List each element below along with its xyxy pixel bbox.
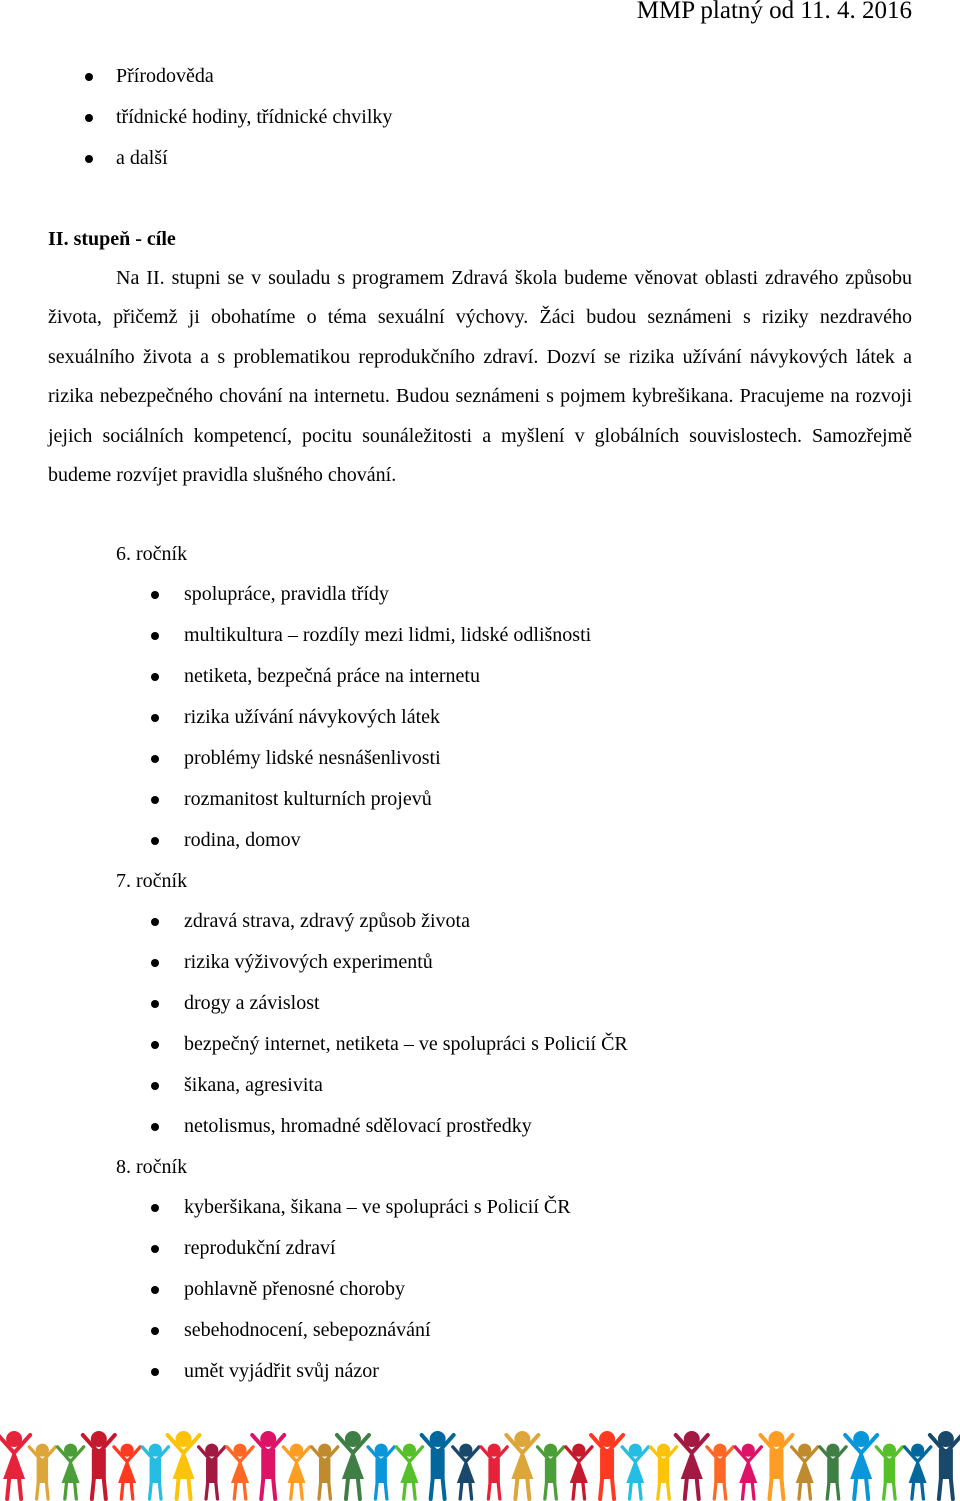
- child-figure-icon: [283, 1444, 309, 1499]
- child-figure-icon: [707, 1444, 733, 1499]
- list-item-text: problémy lidské nesnášenlivosti: [184, 747, 441, 769]
- child-figure-icon: [481, 1444, 507, 1499]
- list-item: [0, 138, 392, 179]
- list-item: [0, 1269, 571, 1310]
- bullet-icon: [151, 1327, 159, 1335]
- bullet-icon: [85, 114, 93, 122]
- child-figure-icon: [337, 1431, 369, 1499]
- list-item: [0, 1106, 628, 1147]
- list-item: [0, 56, 392, 97]
- child-figure-icon: [676, 1431, 708, 1499]
- child-figure-icon: [168, 1431, 200, 1499]
- child-figure-icon: [252, 1431, 284, 1499]
- list-item-text: šikana, agresivita: [184, 1074, 323, 1096]
- child-figure-icon: [905, 1444, 931, 1499]
- bullet-icon: [151, 1368, 159, 1376]
- list-item-text: pohlavně přenosné choroby: [184, 1278, 406, 1300]
- bullet-icon: [151, 755, 159, 763]
- bullet-icon: [151, 1204, 159, 1212]
- list-item: [0, 615, 591, 656]
- list-item: [0, 1187, 571, 1228]
- section-title: II. stupeň - cíle: [48, 228, 176, 250]
- child-figure-icon: [0, 1431, 30, 1499]
- list-item: [0, 1351, 571, 1392]
- list-item-text: a další: [116, 147, 168, 169]
- list-item: [0, 1310, 571, 1351]
- child-figure-icon: [760, 1431, 792, 1499]
- bullet-icon: [151, 918, 159, 926]
- bullet-icon: [151, 632, 159, 640]
- child-figure-icon: [506, 1431, 538, 1499]
- list-item-text: umět vyjádřit svůj názor: [184, 1360, 379, 1382]
- bullet-icon: [151, 1082, 159, 1090]
- bullet-icon: [151, 1000, 159, 1008]
- list-item-text: rizika výživových experimentů: [184, 951, 433, 973]
- child-figure-icon: [591, 1431, 623, 1499]
- list-item-text: kyberšikana, šikana – ve spolupráci s Policií ČR: [184, 1196, 571, 1218]
- child-figure-icon: [83, 1431, 115, 1499]
- child-figure-icon: [792, 1444, 818, 1499]
- list-item-text: rizika užívání návykových látek: [184, 706, 441, 728]
- child-figure-icon: [57, 1444, 83, 1499]
- grade-8-list: [0, 1187, 571, 1392]
- list-item-text: bezpečný internet, netiketa – ve spolupráci s Policií ČR: [184, 1033, 628, 1055]
- list-item-text: spolupráce, pravidla třídy: [184, 583, 389, 605]
- grade-8-heading: 8. ročník: [116, 1156, 188, 1178]
- bullet-icon: [151, 1123, 159, 1131]
- bullet-icon: [151, 591, 159, 599]
- child-figure-icon: [312, 1444, 338, 1499]
- child-figure-icon: [227, 1444, 253, 1499]
- child-figure-icon: [537, 1444, 563, 1499]
- child-figure-icon: [622, 1444, 648, 1499]
- child-figure-icon: [735, 1444, 761, 1499]
- child-figure-icon: [368, 1444, 394, 1499]
- grade-6-list: [0, 574, 591, 861]
- bullet-icon: [151, 837, 159, 845]
- child-figure-icon: [396, 1444, 422, 1499]
- bullet-icon: [85, 155, 93, 163]
- grade-6-heading: 6. ročník: [116, 543, 188, 565]
- bullet-icon: [151, 1286, 159, 1294]
- grade-7-heading: 7. ročník: [116, 870, 188, 892]
- list-item-text: Přírodověda: [116, 65, 214, 87]
- list-item-text: zdravá strava, zdravý způsob života: [184, 910, 470, 932]
- list-item: [0, 1228, 571, 1269]
- child-figure-icon: [142, 1444, 168, 1499]
- child-figure-icon: [566, 1444, 592, 1499]
- children-figures-banner: [0, 1416, 960, 1501]
- list-item-text: drogy a závislost: [184, 992, 320, 1014]
- bullet-icon: [151, 1245, 159, 1253]
- list-item-text: reprodukční zdraví: [184, 1237, 336, 1259]
- list-item-text: multikultura – rozdíly mezi lidmi, lidské odlišnosti: [184, 624, 592, 646]
- list-item: [0, 697, 591, 738]
- list-item-text: třídnické hodiny, třídnické chvilky: [116, 106, 393, 128]
- list-item: [0, 983, 628, 1024]
- bullet-icon: [85, 73, 93, 81]
- section-paragraph: Na II. stupni se v souladu s programem Zdravá škola budeme věnovat oblasti zdravého způsobu života, přičemž ji obohatíme o téma sexuální výchovy. Žáci budou seznámeni s riziky nezdravého sexuálního života a s problematikou reprodukčního zdraví. Dozví se rizika užívání návykových látek a rizika nebezpečného chování na internetu. Budou seznámeni s pojmem kybrešikana. Pracujeme na rozvoji jejich sociálních kompetencí, pocitu sounáležitosti a myšlení v globálních souvislostech. Samozřejmě budeme rozvíjet pravidla slušného chování.: [48, 267, 912, 487]
- child-figure-icon: [876, 1444, 902, 1499]
- child-figure-icon: [199, 1444, 225, 1499]
- list-item: [0, 574, 591, 615]
- grade-7-list: [0, 901, 628, 1147]
- list-item: [0, 779, 591, 820]
- list-item: [0, 97, 392, 138]
- list-item: [0, 820, 591, 861]
- list-item-text: rodina, domov: [184, 829, 301, 851]
- child-figure-icon: [453, 1444, 479, 1499]
- child-figure-icon: [930, 1431, 960, 1499]
- bullet-icon: [151, 673, 159, 681]
- list-item-text: sebehodnocení, sebepoznávání: [184, 1319, 431, 1341]
- child-figure-icon: [650, 1444, 676, 1499]
- child-figure-icon: [114, 1444, 140, 1499]
- child-figure-icon: [845, 1431, 877, 1499]
- list-item: [0, 901, 628, 942]
- list-item-text: netiketa, bezpečná práce na internetu: [184, 665, 480, 687]
- bullet-icon: [151, 1041, 159, 1049]
- child-figure-icon: [422, 1431, 454, 1499]
- list-item: [0, 942, 628, 983]
- bullet-icon: [151, 714, 159, 722]
- list-item: [0, 738, 591, 779]
- list-item: [0, 656, 591, 697]
- bullet-icon: [151, 796, 159, 804]
- child-figure-icon: [820, 1444, 846, 1499]
- child-figure-icon: [29, 1444, 55, 1499]
- bullet-icon: [151, 959, 159, 967]
- list-item: [0, 1024, 628, 1065]
- list-item-text: netolismus, hromadné sdělovací prostředky: [184, 1115, 532, 1137]
- list-item: [0, 1065, 628, 1106]
- page-header: MMP platný od 11. 4. 2016: [636, 0, 912, 24]
- intro-list: [0, 56, 392, 179]
- list-item-text: rozmanitost kulturních projevů: [184, 788, 432, 810]
